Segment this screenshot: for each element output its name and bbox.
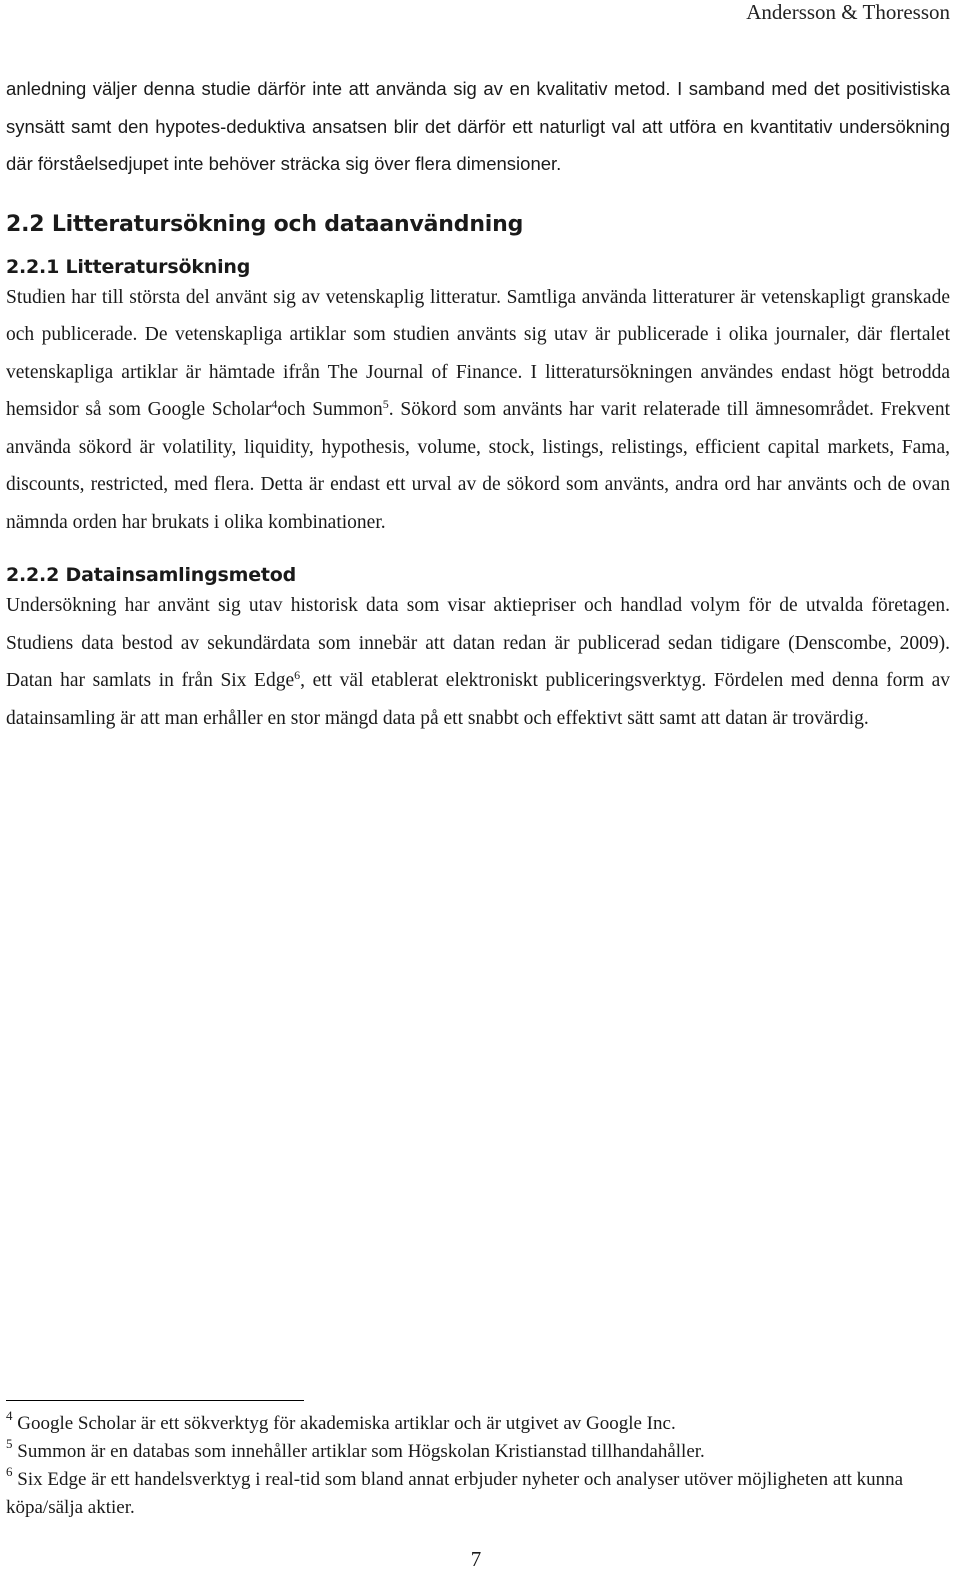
footnote-text: Google Scholar är ett sökverktyg för akademiska artiklar och är utgivet av Google Inc. xyxy=(17,1413,676,1434)
text-run: , ett väl etablerat elektroniskt publiceringsverktyg. Fördelen med denna form av datainsamling är att man erhåller en stor mängd data på ett snabbt och effektivt sätt samt att datan är trovärdig. xyxy=(6,670,951,729)
paragraph-litteratursokning xyxy=(6,279,950,542)
footnote-number: 5 xyxy=(6,1436,13,1451)
footnote-number: 6 xyxy=(6,1464,13,1479)
footnote-ref-6[interactable]: 6 xyxy=(294,668,301,682)
section-heading-2-2: 2.2 Litteratursökning och dataanvändning xyxy=(6,211,524,237)
intro-paragraph: anledning väljer denna studie därför inte att använda sig av en kvalitativ metod. I samband med det positivistiska synsätt samt den hypotes-deduktiva ansatsen blir det därför ett naturligt val att utföra en kvantitativ undersökning där förståelsedjupet inte behöver sträcka sig över flera dimensioner. xyxy=(6,78,950,174)
text-run: och Summon xyxy=(277,399,383,420)
page-number: 7 xyxy=(470,1547,482,1571)
footnote-separator xyxy=(6,1400,304,1401)
page-body xyxy=(6,70,950,737)
footnote-number: 4 xyxy=(6,1408,13,1423)
footnote-ref-4[interactable]: 4 xyxy=(271,397,278,411)
section-heading-2-2-1: 2.2.1 Litteratursökning xyxy=(6,255,251,278)
footnote-ref-5[interactable]: 5 xyxy=(382,397,389,411)
footnote-text: Six Edge är ett handelsverktyg i real-tid som bland annat erbjuder nyheter och analyser utöver möjligheten att kunna köpa/sälja aktier. xyxy=(6,1469,904,1518)
section-heading-2-2-2: 2.2.2 Datainsamlingsmetod xyxy=(6,564,297,586)
footnotes xyxy=(6,1410,950,1522)
paragraph-datainsamlingsmetod xyxy=(6,587,950,737)
footnote-6 xyxy=(6,1466,950,1522)
text-run: Studien har till största del använt sig av vetenskaplig litteratur. Samtliga använda litteraturer är vetenskapligt granskade och publicerade. De vetenskapliga artiklar som studien använts sig utav är publicerade i olika journaler, där flertalet vetenskapliga artiklar är hämtade ifrån The Journal of Finance. I litteratursökningen användes endast högt betrodda hemsidor så som Google Scholar xyxy=(6,286,950,420)
text-run: Undersökning har använt sig utav historisk data som visar aktiepriser och handlad volym för de utvalda företagen. Studiens data bestod av sekundärdata som innebär att datan redan är publicerad sedan tidigare (Denscombe, 2009). Datan har samlats in från Six Edge xyxy=(6,595,950,691)
footnote-5 xyxy=(6,1438,950,1466)
text-run: . Sökord som använts har varit relaterade till ämnesområdet. Frekvent använda sökord är volatility, liquidity, hypothesis, volume, stock, listings, relistings, efficient capital markets, Fama, discounts, restricted, med flera. Detta är endast ett urval av de sökord som använts, andra ord har använts och de ovan nämnda orden har brukats i olika kombinationer. xyxy=(6,399,950,533)
footnote-text: Summon är en databas som innehåller artiklar som Högskolan Kristianstad tillhandahåller. xyxy=(17,1441,705,1462)
running-header: Andersson & Thoresson xyxy=(746,0,950,24)
footnote-4 xyxy=(6,1410,950,1438)
